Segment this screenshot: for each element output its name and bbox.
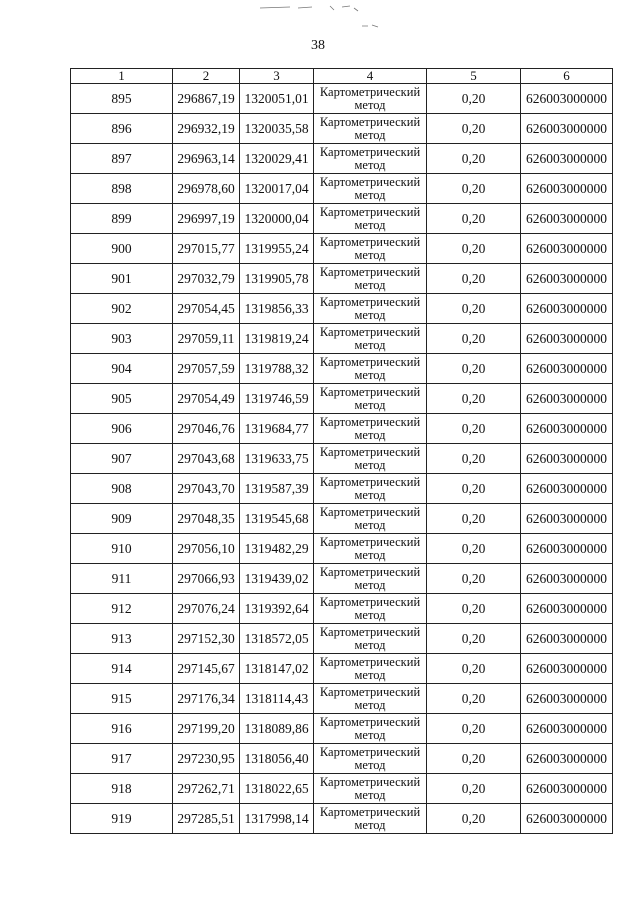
code-cell: 626003000000 — [521, 744, 613, 774]
y-coordinate-cell: 1318056,40 — [240, 744, 314, 774]
code-cell: 626003000000 — [521, 144, 613, 174]
accuracy-cell: 0,20 — [427, 744, 521, 774]
code-cell: 626003000000 — [521, 324, 613, 354]
accuracy-cell: 0,20 — [427, 444, 521, 474]
method-cell — [314, 684, 427, 714]
code-cell: 626003000000 — [521, 84, 613, 114]
code-cell: 626003000000 — [521, 534, 613, 564]
table-row — [71, 504, 613, 534]
method-cell — [314, 324, 427, 354]
point-number-cell: 916 — [71, 714, 173, 744]
table-row — [71, 534, 613, 564]
table-row — [71, 564, 613, 594]
method-line-2: метод — [354, 397, 386, 412]
method-cell — [314, 504, 427, 534]
accuracy-cell: 0,20 — [427, 474, 521, 504]
x-coordinate-cell: 297054,45 — [173, 294, 240, 324]
y-coordinate-cell: 1319633,75 — [240, 444, 314, 474]
y-coordinate-cell: 1319746,59 — [240, 384, 314, 414]
code-cell: 626003000000 — [521, 174, 613, 204]
code-cell: 626003000000 — [521, 774, 613, 804]
code-cell: 626003000000 — [521, 444, 613, 474]
method-cell — [314, 534, 427, 564]
table-row — [71, 684, 613, 714]
method-line-2: метод — [354, 127, 386, 142]
accuracy-cell: 0,20 — [427, 624, 521, 654]
method-line-2: метод — [354, 187, 386, 202]
x-coordinate-cell: 297262,71 — [173, 774, 240, 804]
accuracy-cell: 0,20 — [427, 384, 521, 414]
method-line-1: Картометрический — [319, 354, 421, 369]
x-coordinate-cell: 296978,60 — [173, 174, 240, 204]
x-coordinate-cell: 297048,35 — [173, 504, 240, 534]
method-line-1: Картометрический — [319, 504, 421, 519]
method-cell — [314, 354, 427, 384]
method-line-1: Картометрический — [319, 324, 421, 339]
y-coordinate-cell: 1320017,04 — [240, 174, 314, 204]
code-cell: 626003000000 — [521, 684, 613, 714]
table-header-row — [71, 69, 613, 84]
method-cell — [314, 114, 427, 144]
accuracy-cell: 0,20 — [427, 174, 521, 204]
accuracy-cell: 0,20 — [427, 714, 521, 744]
method-cell — [314, 804, 427, 834]
code-cell: 626003000000 — [521, 234, 613, 264]
accuracy-cell: 0,20 — [427, 804, 521, 834]
y-coordinate-cell: 1318114,43 — [240, 684, 314, 714]
method-line-1: Картометрический — [319, 624, 421, 639]
table-row — [71, 294, 613, 324]
y-coordinate-cell: 1319439,02 — [240, 564, 314, 594]
point-number-cell: 902 — [71, 294, 173, 324]
method-line-1: Картометрический — [319, 264, 421, 279]
y-coordinate-cell: 1320000,04 — [240, 204, 314, 234]
method-line-2: метод — [354, 217, 386, 232]
code-cell: 626003000000 — [521, 204, 613, 234]
table-row — [71, 594, 613, 624]
accuracy-cell: 0,20 — [427, 294, 521, 324]
table-row — [71, 714, 613, 744]
method-line-2: метод — [354, 697, 386, 712]
y-coordinate-cell: 1320029,41 — [240, 144, 314, 174]
accuracy-cell: 0,20 — [427, 114, 521, 144]
point-number-cell: 915 — [71, 684, 173, 714]
method-cell — [314, 264, 427, 294]
method-cell — [314, 144, 427, 174]
method-line-2: метод — [354, 307, 386, 322]
method-line-1: Картометрический — [319, 594, 421, 609]
x-coordinate-cell: 297176,34 — [173, 684, 240, 714]
point-number-cell: 898 — [71, 174, 173, 204]
method-cell — [314, 714, 427, 744]
accuracy-cell: 0,20 — [427, 534, 521, 564]
page-number: 38 — [311, 38, 325, 53]
x-coordinate-cell: 297015,77 — [173, 234, 240, 264]
method-cell — [314, 774, 427, 804]
point-number-cell: 900 — [71, 234, 173, 264]
y-coordinate-cell: 1319905,78 — [240, 264, 314, 294]
code-cell: 626003000000 — [521, 354, 613, 384]
x-coordinate-cell: 297059,11 — [173, 324, 240, 354]
accuracy-cell: 0,20 — [427, 774, 521, 804]
method-line-1: Картометрический — [319, 294, 421, 309]
table-row — [71, 804, 613, 834]
x-coordinate-cell: 297054,49 — [173, 384, 240, 414]
y-coordinate-cell: 1319587,39 — [240, 474, 314, 504]
accuracy-cell: 0,20 — [427, 234, 521, 264]
point-number-cell: 912 — [71, 594, 173, 624]
accuracy-cell: 0,20 — [427, 504, 521, 534]
table-row — [71, 444, 613, 474]
table-row — [71, 774, 613, 804]
accuracy-cell: 0,20 — [427, 264, 521, 294]
column-header-1: 1 — [71, 69, 173, 84]
accuracy-cell: 0,20 — [427, 564, 521, 594]
code-cell: 626003000000 — [521, 594, 613, 624]
point-number-cell: 897 — [71, 144, 173, 174]
x-coordinate-cell: 296963,14 — [173, 144, 240, 174]
y-coordinate-cell: 1318089,86 — [240, 714, 314, 744]
accuracy-cell: 0,20 — [427, 414, 521, 444]
y-coordinate-cell: 1319684,77 — [240, 414, 314, 444]
scan-artifact — [250, 2, 400, 32]
method-cell — [314, 594, 427, 624]
method-cell — [314, 294, 427, 324]
point-number-cell: 906 — [71, 414, 173, 444]
method-line-1: Картометрический — [319, 204, 421, 219]
method-line-2: метод — [354, 337, 386, 352]
x-coordinate-cell: 296997,19 — [173, 204, 240, 234]
method-line-1: Картометрический — [319, 444, 421, 459]
x-coordinate-cell: 297152,30 — [173, 624, 240, 654]
accuracy-cell: 0,20 — [427, 354, 521, 384]
table-row — [71, 384, 613, 414]
method-line-1: Картометрический — [319, 384, 421, 399]
table-row — [71, 414, 613, 444]
code-cell: 626003000000 — [521, 804, 613, 834]
accuracy-cell: 0,20 — [427, 84, 521, 114]
method-line-2: метод — [354, 157, 386, 172]
point-number-cell: 914 — [71, 654, 173, 684]
method-line-1: Картометрический — [319, 534, 421, 549]
method-line-2: метод — [354, 577, 386, 592]
point-number-cell: 919 — [71, 804, 173, 834]
method-cell — [314, 624, 427, 654]
point-number-cell: 909 — [71, 504, 173, 534]
table-row — [71, 474, 613, 504]
code-cell: 626003000000 — [521, 264, 613, 294]
method-line-1: Картометрический — [319, 564, 421, 579]
accuracy-cell: 0,20 — [427, 594, 521, 624]
method-line-2: метод — [354, 427, 386, 442]
point-number-cell: 896 — [71, 114, 173, 144]
method-line-2: метод — [354, 97, 386, 112]
method-cell — [314, 204, 427, 234]
y-coordinate-cell: 1319392,64 — [240, 594, 314, 624]
method-cell — [314, 414, 427, 444]
point-number-cell: 895 — [71, 84, 173, 114]
method-line-2: метод — [354, 607, 386, 622]
method-line-2: метод — [354, 247, 386, 262]
method-line-2: метод — [354, 277, 386, 292]
x-coordinate-cell: 296867,19 — [173, 84, 240, 114]
table-row — [71, 114, 613, 144]
method-cell — [314, 174, 427, 204]
x-coordinate-cell: 297043,70 — [173, 474, 240, 504]
method-line-1: Картометрический — [319, 774, 421, 789]
y-coordinate-cell: 1318022,65 — [240, 774, 314, 804]
method-cell — [314, 84, 427, 114]
method-line-1: Картометрический — [319, 714, 421, 729]
x-coordinate-cell: 297285,51 — [173, 804, 240, 834]
method-line-1: Картометрический — [319, 414, 421, 429]
x-coordinate-cell: 297076,24 — [173, 594, 240, 624]
method-line-2: метод — [354, 367, 386, 382]
code-cell: 626003000000 — [521, 654, 613, 684]
code-cell: 626003000000 — [521, 624, 613, 654]
y-coordinate-cell: 1317998,14 — [240, 804, 314, 834]
table-row — [71, 144, 613, 174]
point-number-cell: 904 — [71, 354, 173, 384]
method-line-1: Картометрический — [319, 114, 421, 129]
method-line-1: Картометрический — [319, 744, 421, 759]
method-cell — [314, 444, 427, 474]
method-line-2: метод — [354, 457, 386, 472]
table-row — [71, 744, 613, 774]
accuracy-cell: 0,20 — [427, 204, 521, 234]
point-number-cell: 901 — [71, 264, 173, 294]
method-line-2: метод — [354, 727, 386, 742]
point-number-cell: 903 — [71, 324, 173, 354]
method-cell — [314, 234, 427, 264]
point-number-cell: 913 — [71, 624, 173, 654]
point-number-cell: 918 — [71, 774, 173, 804]
accuracy-cell: 0,20 — [427, 654, 521, 684]
method-line-1: Картометрический — [319, 234, 421, 249]
method-line-2: метод — [354, 517, 386, 532]
y-coordinate-cell: 1320035,58 — [240, 114, 314, 144]
table-row — [71, 624, 613, 654]
table-row — [71, 234, 613, 264]
column-header-6: 6 — [521, 69, 613, 84]
accuracy-cell: 0,20 — [427, 144, 521, 174]
y-coordinate-cell: 1319955,24 — [240, 234, 314, 264]
point-number-cell: 899 — [71, 204, 173, 234]
x-coordinate-cell: 297032,79 — [173, 264, 240, 294]
accuracy-cell: 0,20 — [427, 684, 521, 714]
method-cell — [314, 654, 427, 684]
code-cell: 626003000000 — [521, 474, 613, 504]
y-coordinate-cell: 1319788,32 — [240, 354, 314, 384]
method-line-2: метод — [354, 487, 386, 502]
column-header-5: 5 — [427, 69, 521, 84]
x-coordinate-cell: 297056,10 — [173, 534, 240, 564]
method-line-2: метод — [354, 757, 386, 772]
code-cell: 626003000000 — [521, 294, 613, 324]
point-number-cell: 917 — [71, 744, 173, 774]
table-row — [71, 654, 613, 684]
method-line-1: Картометрический — [319, 144, 421, 159]
method-line-2: метод — [354, 547, 386, 562]
method-cell — [314, 384, 427, 414]
table-row — [71, 324, 613, 354]
x-coordinate-cell: 297057,59 — [173, 354, 240, 384]
table-body — [71, 84, 613, 834]
point-number-cell: 908 — [71, 474, 173, 504]
x-coordinate-cell: 297145,67 — [173, 654, 240, 684]
table-row — [71, 174, 613, 204]
method-line-1: Картометрический — [319, 654, 421, 669]
point-number-cell: 910 — [71, 534, 173, 564]
y-coordinate-cell: 1318572,05 — [240, 624, 314, 654]
code-cell: 626003000000 — [521, 504, 613, 534]
column-header-4: 4 — [314, 69, 427, 84]
table-row — [71, 84, 613, 114]
method-line-1: Картометрический — [319, 84, 421, 99]
x-coordinate-cell: 297199,20 — [173, 714, 240, 744]
x-coordinate-cell: 297230,95 — [173, 744, 240, 774]
x-coordinate-cell: 297046,76 — [173, 414, 240, 444]
method-line-2: метод — [354, 637, 386, 652]
coordinates-table-container — [70, 68, 613, 834]
method-line-1: Картометрический — [319, 684, 421, 699]
point-number-cell: 907 — [71, 444, 173, 474]
method-cell — [314, 744, 427, 774]
method-line-2: метод — [354, 787, 386, 802]
y-coordinate-cell: 1319545,68 — [240, 504, 314, 534]
code-cell: 626003000000 — [521, 414, 613, 444]
method-cell — [314, 474, 427, 504]
method-line-2: метод — [354, 817, 386, 832]
column-header-3: 3 — [240, 69, 314, 84]
table-row — [71, 264, 613, 294]
code-cell: 626003000000 — [521, 564, 613, 594]
y-coordinate-cell: 1319856,33 — [240, 294, 314, 324]
code-cell: 626003000000 — [521, 114, 613, 144]
y-coordinate-cell: 1319819,24 — [240, 324, 314, 354]
method-line-1: Картометрический — [319, 474, 421, 489]
x-coordinate-cell: 297043,68 — [173, 444, 240, 474]
point-number-cell: 905 — [71, 384, 173, 414]
code-cell: 626003000000 — [521, 384, 613, 414]
coordinates-table — [70, 68, 613, 834]
method-line-1: Картометрический — [319, 174, 421, 189]
accuracy-cell: 0,20 — [427, 324, 521, 354]
point-number-cell: 911 — [71, 564, 173, 594]
table-row — [71, 204, 613, 234]
y-coordinate-cell: 1318147,02 — [240, 654, 314, 684]
method-line-2: метод — [354, 667, 386, 682]
y-coordinate-cell: 1319482,29 — [240, 534, 314, 564]
table-row — [71, 354, 613, 384]
column-header-2: 2 — [173, 69, 240, 84]
y-coordinate-cell: 1320051,01 — [240, 84, 314, 114]
x-coordinate-cell: 297066,93 — [173, 564, 240, 594]
code-cell: 626003000000 — [521, 714, 613, 744]
method-line-1: Картометрический — [319, 804, 421, 819]
x-coordinate-cell: 296932,19 — [173, 114, 240, 144]
method-cell — [314, 564, 427, 594]
